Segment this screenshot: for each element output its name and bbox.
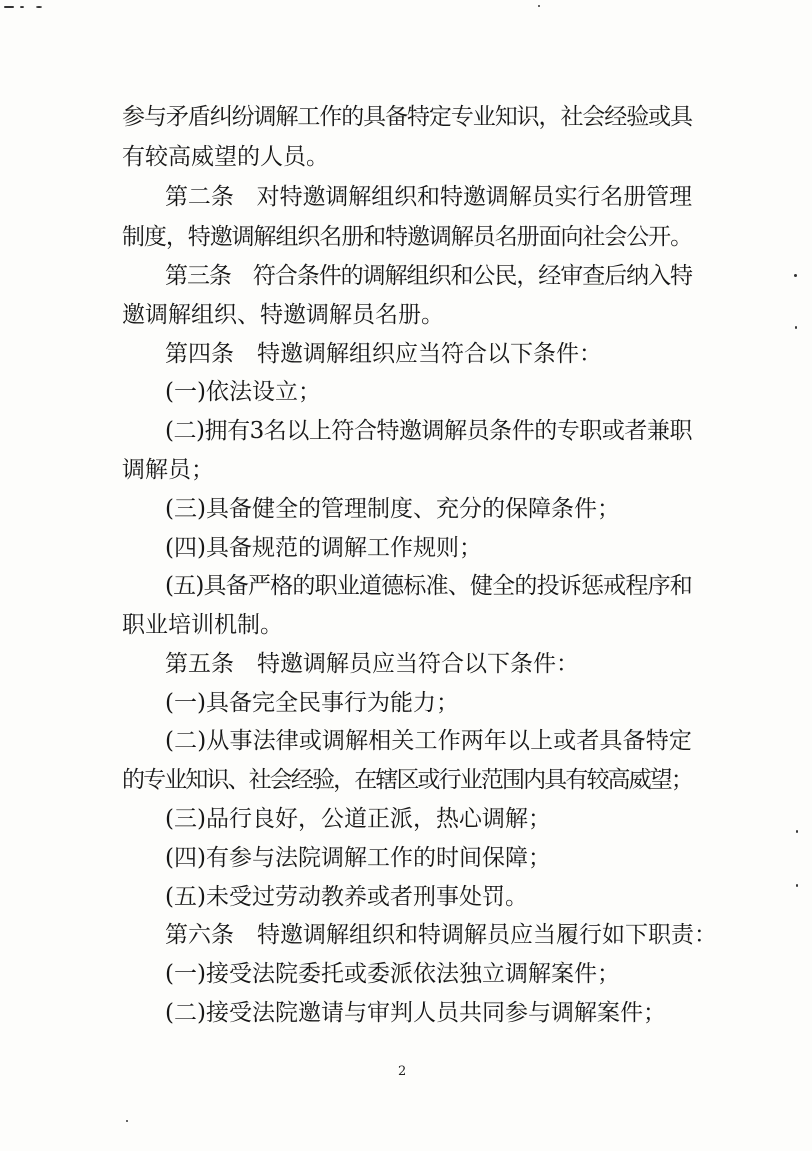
text-line-content: 调解员； (122, 457, 214, 483)
text-line (122, 222, 692, 252)
text-line-content: 职业培训机制。 (122, 612, 283, 638)
text-line-content: 第二条 对特邀调解组织和特邀调解员实行名册管理 (165, 184, 693, 210)
scan-speck (126, 1120, 128, 1122)
text-line (165, 533, 482, 563)
text-line (165, 959, 620, 989)
text-line (165, 998, 666, 1028)
scan-speck (20, 6, 24, 8)
text-line-content: (二)从事法律或调解相关工作两年以上或者具备特定 (165, 728, 692, 754)
text-line-content: 参与矛盾纠纷调解工作的具备特定专业知识，社会经验或具 (122, 104, 693, 130)
scan-speck (795, 326, 797, 329)
text-line (165, 494, 620, 524)
text-line (122, 300, 444, 330)
text-line-content: 第四条 特邀调解组织应当符合以下条件： (165, 341, 602, 367)
text-line (165, 261, 692, 291)
scan-speck (36, 6, 42, 8)
text-line (165, 882, 528, 912)
text-line-content: (一)具备完全民事行为能力； (165, 690, 459, 716)
text-line (165, 843, 551, 873)
scan-speck (4, 6, 14, 8)
text-line (165, 377, 321, 407)
text-line-content: (四)有参与法院调解工作的时间保障； (165, 845, 551, 871)
text-line-content: (二)拥有3名以上符合特邀调解员条件的专职或者兼职 (165, 418, 692, 444)
text-line (165, 339, 602, 369)
text-line-content: 第三条 符合条件的调解组织和公民，经审查后纳入特 (165, 263, 693, 289)
text-line (165, 649, 579, 679)
text-line-content: 制度，特邀调解组织名册和特邀调解员名册面向社会公开。 (122, 224, 693, 250)
text-line (165, 688, 459, 718)
text-line (165, 920, 717, 950)
text-line-content: (五)具备严格的职业道德标准、健全的投诉惩戒程序和 (165, 573, 692, 599)
text-line-content: (三)品行良好，公道正派，热心调解； (165, 806, 551, 832)
text-line (122, 142, 329, 172)
text-line (122, 765, 692, 795)
scan-speck (796, 830, 798, 833)
text-line-content: (五)未受过劳动教养或者刑事处罚。 (165, 884, 528, 910)
text-line-content: 邀调解组织、特邀调解员名册。 (122, 302, 444, 328)
text-line (122, 610, 283, 640)
text-line-content: 有较高威望的人员。 (122, 144, 329, 170)
text-line (122, 455, 214, 485)
scan-speck (796, 884, 798, 887)
text-line-content: (一)接受法院委托或委派依法独立调解案件； (165, 961, 620, 987)
scan-speck (794, 274, 797, 277)
text-line (122, 102, 692, 132)
text-line-content: 第六条 特邀调解组织和特调解员应当履行如下职责： (165, 922, 717, 948)
page-number: 2 (398, 1064, 407, 1079)
text-line (165, 571, 692, 601)
text-line (165, 182, 692, 212)
text-line (165, 416, 692, 446)
text-line-content: (二)接受法院邀请与审判人员共同参与调解案件； (165, 1000, 666, 1026)
text-line-content: (四)具备规范的调解工作规则； (165, 535, 482, 561)
text-line-content: (三)具备健全的管理制度、充分的保障条件； (165, 496, 620, 522)
scan-speck (538, 5, 540, 7)
text-line-content: 的专业知识、社会经验，在辖区或行业范围内具有较高威望； (122, 767, 693, 793)
text-line (165, 804, 551, 834)
text-line-content: (一)依法设立； (165, 379, 321, 405)
text-line-content: 第五条 特邀调解员应当符合以下条件： (165, 651, 579, 677)
text-line (165, 726, 692, 756)
